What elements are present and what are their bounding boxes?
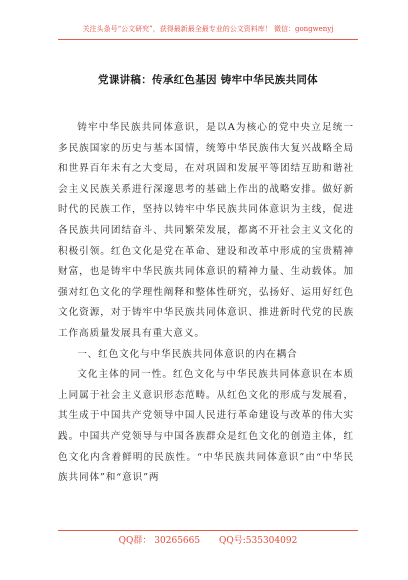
footer-divider	[58, 530, 358, 531]
document-title: 党课讲稿：传承红色基因 铸牢中华民族共同体	[98, 74, 318, 86]
section-heading: 一、红色文化与中华民族共同体意识的内在耦合	[77, 348, 298, 360]
header-divider	[58, 39, 358, 40]
document-body	[58, 118, 354, 489]
footer-qq-number: QQ号:535304092	[218, 536, 298, 546]
page-header: 关注头条号“公文研究”，获得最新最全最专业的公文资料库！ 微信：gongwenyj	[82, 25, 334, 33]
page-footer	[58, 533, 358, 549]
body-paragraph: 铸牢中华民族共同体意识，是以A为核心的党中央立足统一多民族国家的历史与基本国情，统筹中华民族伟大复兴战略全局和世界百年未有之大变局，在对巩固和发展平等团结互助和谐社会主义民族关系进行深邃思考的基础上作出的战略安排。做好新时代的民族工作，坚持以铸牢中华民族共同体意识为主线，促进各民族共同团结奋斗、共同繁荣发展，都离不开社会主义文化的积极引领。红色文化是党在革命、建设和改革中形成的宝贵精神财富，也是铸牢中华民族共同体意识的精神力量、生动载体。加强对红色文化的学理性阐释和整体性研究，弘扬好、运用好红色文化资源，对于铸牢中华民族共同体意识、推进新时代党的民族工作高质量发展具有重大意义。	[58, 122, 354, 339]
body-paragraph: 文化主体的同一性。红色文化与中华民族共同体意识在本质上同属于社会主义意识形态范畴。从红色文化的形成与发展看，其生成于中国共产党领导中国人民进行革命建设与改革的伟大实践。中国共产党领导与中国各族群众是红色文化的创造主体，红色文化内含着鲜明的民族性。“中华民族共同体意识”由“中华民族共同体”和“意识”两	[58, 369, 354, 484]
footer-qq-group: QQ群： 30265665	[118, 536, 201, 546]
